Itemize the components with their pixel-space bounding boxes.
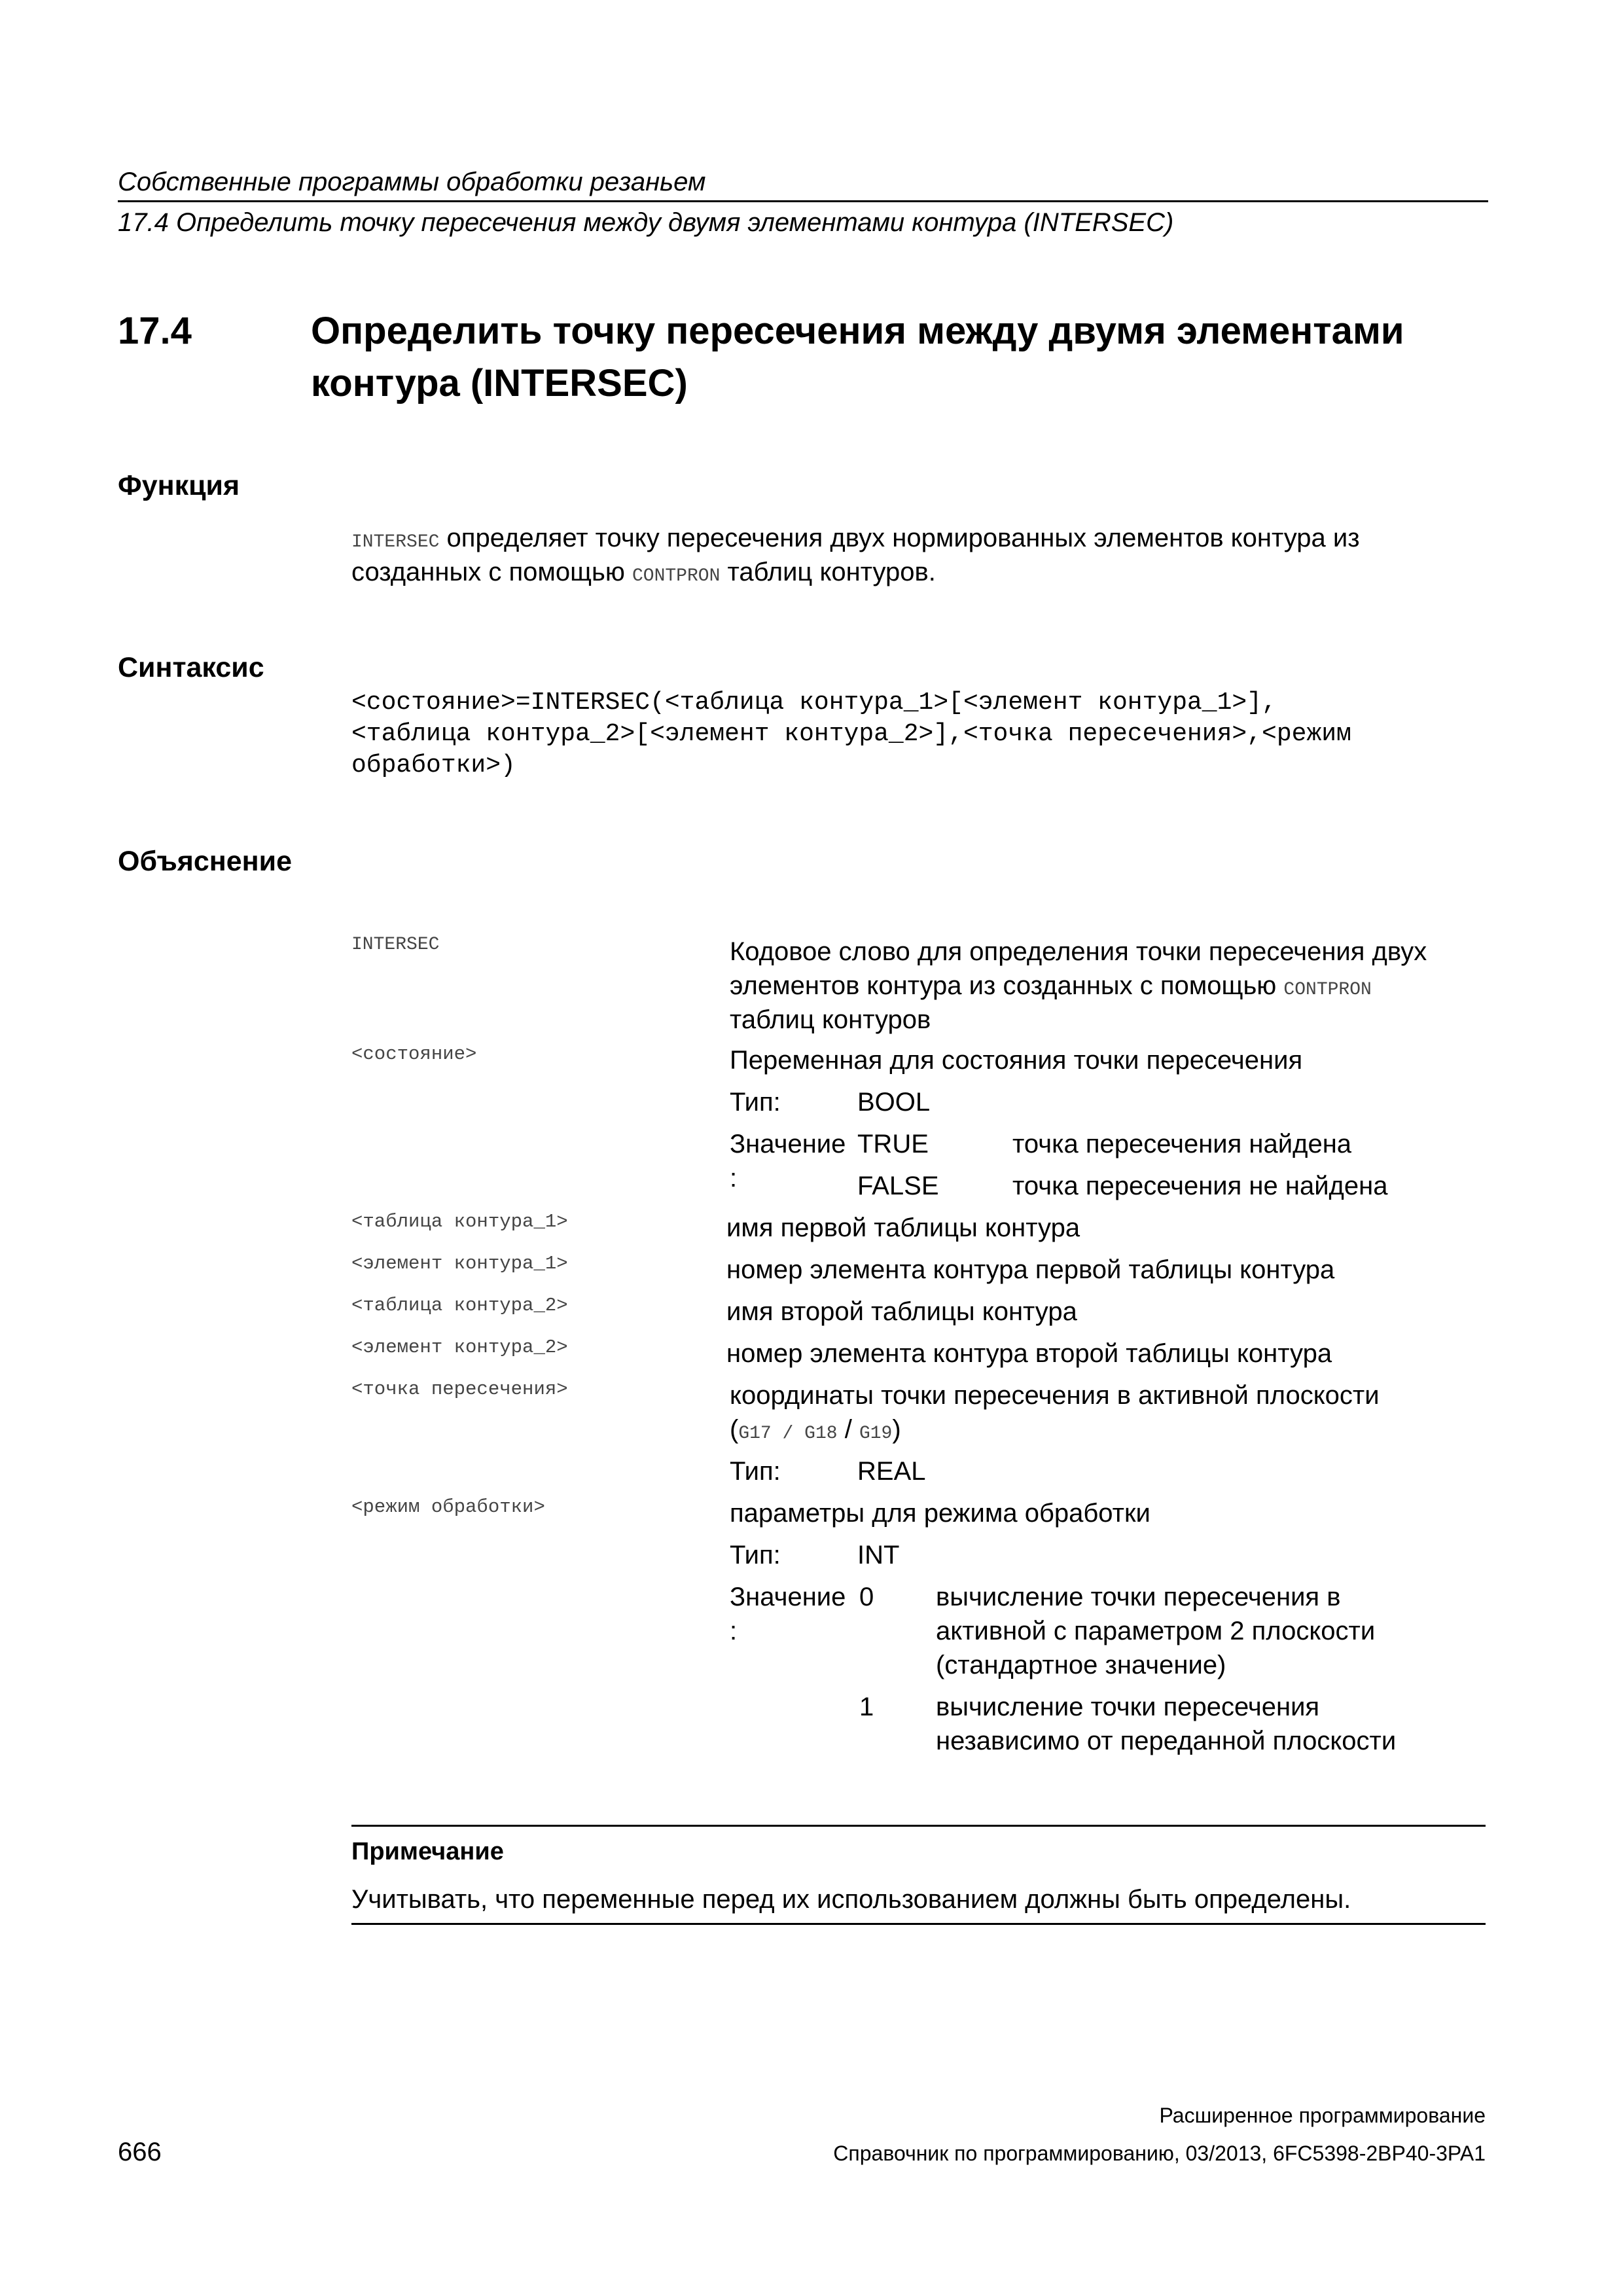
- function-heading: Функция: [118, 470, 240, 501]
- state-type-label: Тип:: [730, 1088, 781, 1117]
- param-state: <состояние>: [351, 1043, 477, 1065]
- false-desc: точка пересечения не найдена: [1012, 1172, 1388, 1200]
- mode-0-desc-line1: вычисление точки пересечения в: [936, 1583, 1341, 1611]
- element1-desc: номер элемента контура первой таблицы контура: [726, 1255, 1335, 1284]
- note-text: Учитывать, что переменные перед их использованием должны быть определены.: [351, 1885, 1351, 1914]
- footer-title: Расширенное программирование: [1159, 2104, 1486, 2127]
- intersection-desc-line2: [730, 1412, 901, 1451]
- g18-code: G18: [804, 1424, 838, 1444]
- mode-type: INT: [857, 1541, 900, 1570]
- footer-reference: Справочник по программированию, 03/2013, 6FC5398-2BP40-3PA1: [833, 2142, 1486, 2165]
- explanation-heading: Объяснение: [118, 846, 292, 877]
- true-desc: точка пересечения найдена: [1012, 1130, 1352, 1158]
- table1-desc: имя первой таблицы контура: [726, 1213, 1080, 1242]
- param-table1: <таблица контура_1>: [351, 1211, 568, 1232]
- mode-0-value: 0: [859, 1583, 874, 1611]
- function-text2a: созданных с помощью: [351, 558, 632, 586]
- note-top-rule: [351, 1825, 1486, 1827]
- state-type: BOOL: [857, 1088, 931, 1117]
- paren-close: ): [892, 1415, 901, 1444]
- true-value: TRUE: [857, 1130, 929, 1158]
- syntax-line2: <таблица контура_2>[<элемент контура_2>],<точка пересечения>,<режим: [351, 720, 1351, 748]
- section-title-line1: Определить точку пересечения между двумя элементами: [311, 310, 1404, 352]
- param-intersec: INTERSEC: [351, 935, 440, 955]
- intersec-desc-line1: Кодовое слово для определения точки пересечения двух: [730, 937, 1427, 966]
- mode-value-label: Значение: [730, 1583, 846, 1611]
- function-text2b: таблиц контуров.: [720, 558, 936, 586]
- g19-code: G19: [859, 1424, 893, 1444]
- g17-code: G17: [738, 1424, 772, 1444]
- mode-1-desc-line1: вычисление точки пересечения: [936, 1693, 1320, 1721]
- syntax-heading: Синтаксис: [118, 652, 264, 683]
- page-number: 666: [118, 2138, 162, 2166]
- section-number: 17.4: [118, 310, 192, 352]
- state-desc: Переменная для состояния точки пересечения: [730, 1046, 1303, 1075]
- mode-1-desc-line2: независимо от переданной плоскости: [936, 1727, 1397, 1755]
- mode-desc: параметры для режима обработки: [730, 1499, 1150, 1528]
- param-element2: <элемент контура_2>: [351, 1336, 568, 1358]
- slash-1: /: [771, 1424, 805, 1444]
- section-title-line2: контура (INTERSEC): [311, 362, 688, 404]
- param-mode: <режим обработки>: [351, 1496, 545, 1518]
- intersec-desc-2a: элементов контура из созданных с помощью: [730, 971, 1284, 1000]
- paren-open: (: [730, 1415, 739, 1444]
- false-value: FALSE: [857, 1172, 939, 1200]
- function-text1: определяет точку пересечения двух нормированных элементов контура из: [439, 524, 1360, 552]
- contpron-keyword-2: CONTPRON: [1283, 980, 1372, 1000]
- function-text-line1: [351, 521, 1360, 560]
- note-heading: Примечание: [351, 1838, 504, 1865]
- syntax-line1: <состояние>=INTERSEC(<таблица контура_1>[<элемент контура_1>],: [351, 689, 1277, 717]
- mode-type-label: Тип:: [730, 1541, 781, 1570]
- param-element1: <элемент контура_1>: [351, 1253, 568, 1274]
- contpron-keyword: CONTPRON: [632, 566, 721, 586]
- intersec-desc-line3: таблиц контуров: [730, 1005, 931, 1034]
- function-text-line2: [351, 555, 936, 594]
- intersec-keyword: INTERSEC: [351, 532, 440, 552]
- table2-desc: имя второй таблицы контура: [726, 1297, 1077, 1326]
- element2-desc: номер элемента контура второй таблицы контура: [726, 1339, 1332, 1368]
- header-rule: [118, 200, 1488, 202]
- running-header-chapter: Собственные программы обработки резаньем: [118, 168, 706, 196]
- state-value-label: Значение: [730, 1130, 846, 1158]
- intersection-type: REAL: [857, 1457, 926, 1486]
- mode-0-desc-line3: (стандартное значение): [936, 1651, 1226, 1679]
- param-table2: <таблица контура_2>: [351, 1295, 568, 1316]
- mode-value-colon: :: [730, 1617, 738, 1645]
- intersection-desc-line1: координаты точки пересечения в активной плоскости: [730, 1381, 1380, 1410]
- running-header-section: 17.4 Определить точку пересечения между двумя элементами контура (INTERSEC): [118, 208, 1174, 237]
- slash-2: /: [837, 1415, 859, 1444]
- note-bottom-rule: [351, 1923, 1486, 1925]
- syntax-line3: обработки>): [351, 751, 516, 780]
- state-value-colon: :: [730, 1164, 738, 1193]
- param-intersection-point: <точка пересечения>: [351, 1378, 568, 1400]
- mode-0-desc-line2: активной с параметром 2 плоскости: [936, 1617, 1376, 1645]
- intersection-type-label: Тип:: [730, 1457, 781, 1486]
- mode-1-value: 1: [859, 1693, 874, 1721]
- intersec-desc-line2: [730, 969, 1372, 1007]
